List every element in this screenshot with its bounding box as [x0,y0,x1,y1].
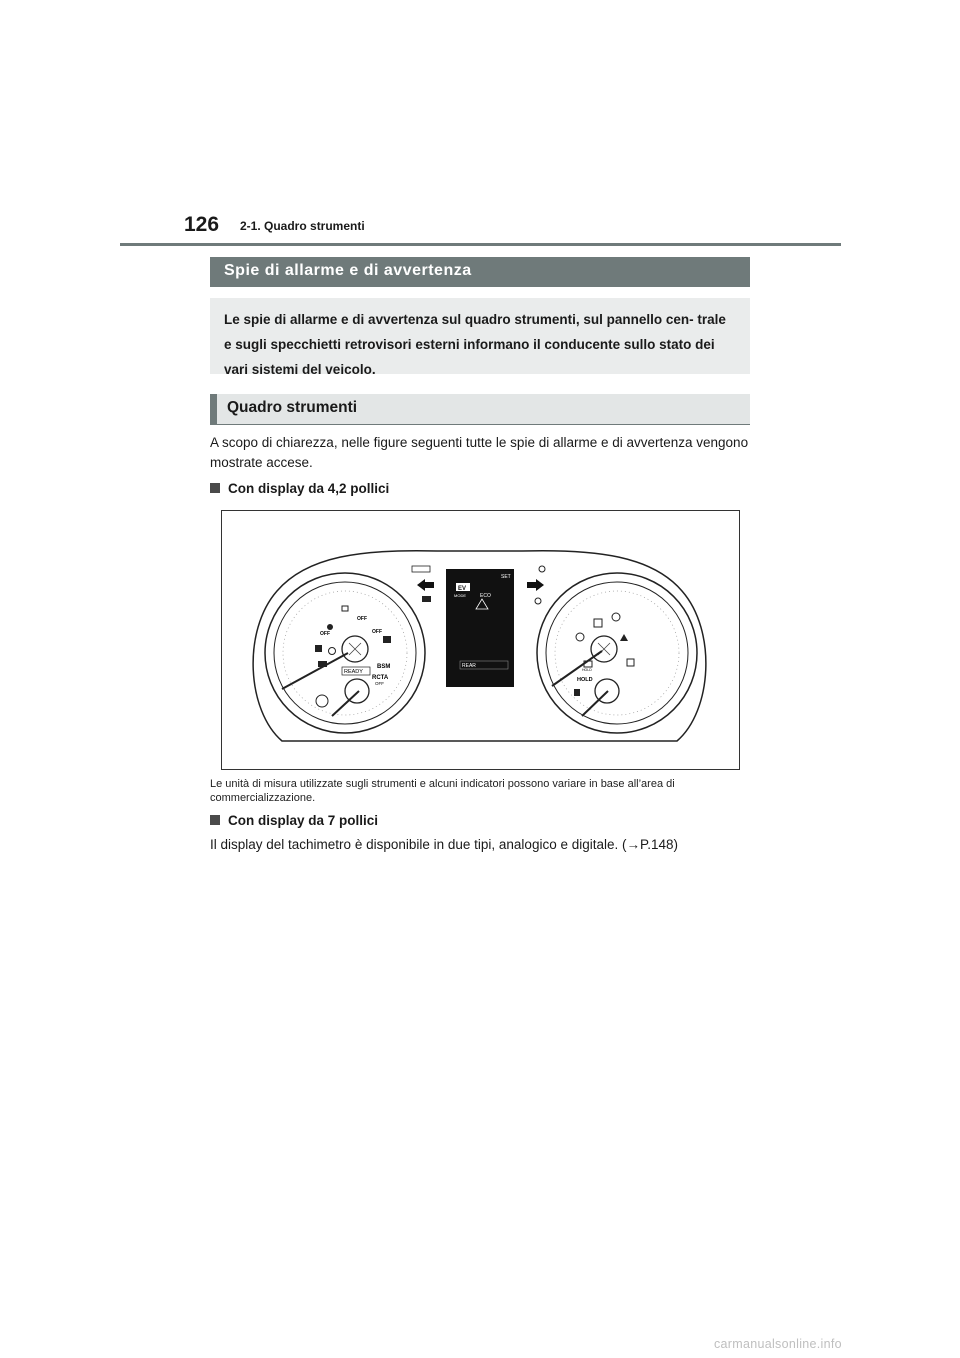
left-gauge-needle [282,653,348,689]
bullet-square-icon [210,483,220,493]
ev-mode-sub-label: MODE [454,593,466,598]
fog-light-indicator-icon [539,566,545,572]
intro-box [210,298,750,377]
eco-indicator-label: ECO [480,593,491,599]
intro-text: Le spie di allarme e di avvertenza sul quadro strumenti, sul pannello cen- trale e sugli specchietti retrovisori esterni informano il conducente sullo stato dei vari sistemi del veicolo. [224,312,726,377]
bullet-heading-42-inch-text: Con display da 4,2 pollici [228,481,390,496]
rcta-indicator-label: RCTA [372,675,389,681]
left-gauge [265,573,425,733]
subsection-title-bar [210,394,750,425]
bullet-heading-7-inch [210,813,378,828]
bullet-heading-42-inch [210,481,389,496]
warning-label-off-2: OFF [357,616,367,622]
warning-label-off-3: OFF [372,629,382,635]
paragraph-visibility-note: A scopo di chiarezza, nelle figure seguenti tutte le spie di allarme e di avvertenza vengono mostrate accese. [210,435,749,470]
warning-lamp-icon-1 [315,645,322,652]
header-rule [120,243,841,246]
hold-small-label: HOLD [582,668,592,672]
set-indicator-label: SET [501,574,511,580]
rear-seatbelt-label: REAR [462,663,476,669]
page-number: 126 [184,213,220,236]
fuel-icon [574,689,580,696]
instrument-cluster-illustration [222,511,739,769]
right-turn-signal-icon [527,579,544,591]
bullet-heading-7-inch-text: Con display da 7 pollici [228,813,379,828]
parking-brake-icon [594,619,602,627]
subsection-title: Quadro strumenti [227,399,358,416]
rcta-off-label: OFF [375,681,384,686]
right-gauge [537,573,697,733]
section-title: Spie di allarme e di avvertenza [224,262,472,279]
watermark: carmanualsonline.info [714,1337,842,1351]
steering-warning-icon [612,613,620,621]
instrument-cluster-figure [221,510,740,770]
warning-lamp-icon-5 [327,624,333,630]
hold-indicator-label: HOLD [577,677,593,683]
center-multi-info-display [446,569,514,687]
left-gauge-small-dial [316,695,328,707]
warning-lamp-icon-3 [318,661,327,667]
bullet-square-icon [210,815,220,825]
airbag-warning-icon [620,634,628,641]
left-turn-signal-icon [417,579,434,591]
warning-lamp-icon-2 [329,648,336,655]
brake-warning-icon [576,633,584,641]
figure-caption: Le unità di misura utilizzate sugli strumenti e alcuni indicatori possono variare in base all’area di commercializzazione. [210,778,675,804]
section-title-bar [210,257,750,287]
bsm-indicator-label: BSM [377,664,391,670]
warning-label-off-1: OFF [320,631,330,637]
paragraph-speedometer-types: Il display del tachimetro è disponibile in due tipi, analogico e digitale. (→P.148) [210,837,679,852]
tail-light-indicator-icon [535,598,541,604]
headlight-indicator-icon [422,596,431,602]
warning-lamp-icon-4 [383,636,391,643]
tpms-warning-icon [627,659,634,666]
top-left-indicator-icon [412,566,430,572]
warning-lamp-icon-6 [342,606,348,611]
ev-mode-label: EV [458,586,467,592]
ready-indicator-label: READY [344,669,363,675]
header-section-title: 2-1. Quadro strumenti [240,219,365,233]
